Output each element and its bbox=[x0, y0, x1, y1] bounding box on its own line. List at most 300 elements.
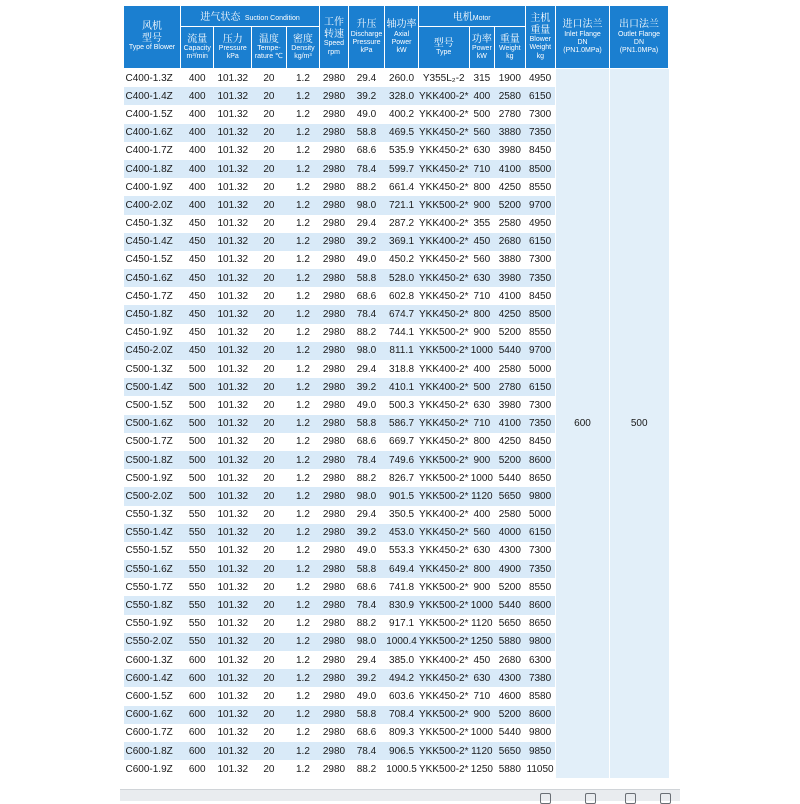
table-cell: 400 bbox=[180, 105, 214, 123]
table-cell: YKK400-2* bbox=[418, 651, 469, 669]
table-cell: 2780 bbox=[495, 378, 526, 396]
table-cell: 287.2 bbox=[385, 215, 419, 233]
table-cell: YKK500-2* bbox=[418, 760, 469, 778]
bottom-toolbar bbox=[120, 789, 680, 801]
table-cell: 1.2 bbox=[286, 633, 320, 651]
table-cell: 1.2 bbox=[286, 233, 320, 251]
table-cell: 58.8 bbox=[348, 560, 385, 578]
table-cell: 500 bbox=[469, 105, 494, 123]
table-cell: 1.2 bbox=[286, 578, 320, 596]
table-cell: 49.0 bbox=[348, 251, 385, 269]
table-cell: C600-1.7Z bbox=[124, 724, 181, 742]
table-cell: 800 bbox=[469, 178, 494, 196]
table-cell: 400 bbox=[180, 142, 214, 160]
table-cell: 400 bbox=[180, 87, 214, 105]
table-cell: 20 bbox=[252, 305, 287, 323]
table-cell: 88.2 bbox=[348, 469, 385, 487]
table-cell: 2980 bbox=[320, 724, 348, 742]
table-cell: 535.9 bbox=[385, 142, 419, 160]
table-cell: 9700 bbox=[525, 342, 556, 360]
table-cell: 7350 bbox=[525, 415, 556, 433]
table-cell: 78.4 bbox=[348, 160, 385, 178]
table-cell: YKK450-2* bbox=[418, 396, 469, 414]
header-density: 密度 Density kg/m³ bbox=[286, 27, 320, 69]
table-cell: 101.32 bbox=[214, 706, 252, 724]
table-cell: 901.5 bbox=[385, 487, 419, 505]
header-outlet-flange: 出口法兰 Outlet Flange DN (PN1.0MPa) bbox=[609, 6, 668, 69]
table-cell: 1.2 bbox=[286, 469, 320, 487]
table-cell: 5880 bbox=[495, 760, 526, 778]
table-cell: 830.9 bbox=[385, 596, 419, 614]
table-cell: 5200 bbox=[495, 196, 526, 214]
table-cell: 2980 bbox=[320, 596, 348, 614]
table-cell: 20 bbox=[252, 633, 287, 651]
table-cell: 500 bbox=[180, 433, 214, 451]
table-cell: 98.0 bbox=[348, 487, 385, 505]
table-cell: 101.32 bbox=[214, 560, 252, 578]
table-cell: 744.1 bbox=[385, 324, 419, 342]
table-cell: 630 bbox=[469, 269, 494, 287]
table-cell: YKK500-2* bbox=[418, 451, 469, 469]
table-cell: 2980 bbox=[320, 615, 348, 633]
table-cell: 101.32 bbox=[214, 69, 252, 88]
table-cell: C550-1.4Z bbox=[124, 524, 181, 542]
table-cell: 600 bbox=[180, 706, 214, 724]
table-cell: 450.2 bbox=[385, 251, 419, 269]
table-cell: C400-1.8Z bbox=[124, 160, 181, 178]
table-cell: 2980 bbox=[320, 433, 348, 451]
table-cell: 1250 bbox=[469, 633, 494, 651]
table-cell: 20 bbox=[252, 342, 287, 360]
table-cell: 600 bbox=[180, 760, 214, 778]
table-cell: 58.8 bbox=[348, 706, 385, 724]
table-cell: 2980 bbox=[320, 87, 348, 105]
table-cell: 1000.4 bbox=[385, 633, 419, 651]
table-cell: 1.2 bbox=[286, 415, 320, 433]
table-cell: 560 bbox=[469, 124, 494, 142]
table-cell: 809.3 bbox=[385, 724, 419, 742]
table-cell: 5200 bbox=[495, 451, 526, 469]
table-cell: 8650 bbox=[525, 615, 556, 633]
table-cell: 49.0 bbox=[348, 542, 385, 560]
table-cell: 2980 bbox=[320, 196, 348, 214]
table-cell: 20 bbox=[252, 560, 287, 578]
table-cell: 68.6 bbox=[348, 724, 385, 742]
table-cell: C400-1.9Z bbox=[124, 178, 181, 196]
table-cell: 674.7 bbox=[385, 305, 419, 323]
table-cell: YKK450-2* bbox=[418, 269, 469, 287]
table-cell: 20 bbox=[252, 160, 287, 178]
table-cell: YKK450-2* bbox=[418, 160, 469, 178]
table-cell: 800 bbox=[469, 305, 494, 323]
table-cell: 2580 bbox=[495, 87, 526, 105]
table-cell: C400-1.5Z bbox=[124, 105, 181, 123]
table-cell: 8650 bbox=[525, 469, 556, 487]
table-cell: C500-2.0Z bbox=[124, 487, 181, 505]
table-cell: 7350 bbox=[525, 269, 556, 287]
table-cell: 101.32 bbox=[214, 687, 252, 705]
table-cell: 1.2 bbox=[286, 506, 320, 524]
table-cell: 494.2 bbox=[385, 669, 419, 687]
table-cell: 2980 bbox=[320, 160, 348, 178]
table-cell: 2980 bbox=[320, 69, 348, 88]
table-cell: 39.2 bbox=[348, 669, 385, 687]
table-cell: 500 bbox=[180, 360, 214, 378]
table-cell: 1.2 bbox=[286, 760, 320, 778]
table-cell: 410.1 bbox=[385, 378, 419, 396]
table-cell: 101.32 bbox=[214, 269, 252, 287]
table-cell: C400-2.0Z bbox=[124, 196, 181, 214]
table-cell: 450 bbox=[180, 305, 214, 323]
table-cell: 3980 bbox=[495, 269, 526, 287]
zoom-icon[interactable] bbox=[540, 793, 551, 804]
table-cell: 2980 bbox=[320, 105, 348, 123]
table-cell: 7300 bbox=[525, 542, 556, 560]
table-cell: 20 bbox=[252, 451, 287, 469]
table-cell: 1.2 bbox=[286, 196, 320, 214]
table-cell: 7300 bbox=[525, 251, 556, 269]
table-cell: 8550 bbox=[525, 178, 556, 196]
table-cell: 2980 bbox=[320, 578, 348, 596]
table-cell: YKK400-2* bbox=[418, 378, 469, 396]
table-cell: 101.32 bbox=[214, 506, 252, 524]
table-cell: 2980 bbox=[320, 560, 348, 578]
inlet-flange-dn: 600 bbox=[556, 69, 610, 779]
table-cell: 20 bbox=[252, 215, 287, 233]
table-cell: 5200 bbox=[495, 324, 526, 342]
table-cell: 20 bbox=[252, 287, 287, 305]
page-icon[interactable] bbox=[585, 793, 596, 804]
table-cell: 550 bbox=[180, 578, 214, 596]
table-cell: 39.2 bbox=[348, 233, 385, 251]
table-cell: 2580 bbox=[495, 215, 526, 233]
table-cell: 88.2 bbox=[348, 615, 385, 633]
table-cell: 1.2 bbox=[286, 160, 320, 178]
table-cell: 9800 bbox=[525, 633, 556, 651]
table-cell: 900 bbox=[469, 451, 494, 469]
table-cell: 630 bbox=[469, 142, 494, 160]
table-cell: 500 bbox=[180, 487, 214, 505]
table-cell: 20 bbox=[252, 469, 287, 487]
table-cell: C600-1.9Z bbox=[124, 760, 181, 778]
table-cell: YKK500-2* bbox=[418, 196, 469, 214]
table-cell: 600 bbox=[180, 669, 214, 687]
table-cell: C600-1.8Z bbox=[124, 742, 181, 760]
table-cell: 101.32 bbox=[214, 724, 252, 742]
table-cell: 2980 bbox=[320, 687, 348, 705]
table-cell: 101.32 bbox=[214, 760, 252, 778]
table-cell: 68.6 bbox=[348, 287, 385, 305]
table-cell: 1.2 bbox=[286, 451, 320, 469]
table-cell: 20 bbox=[252, 760, 287, 778]
table-cell: 101.32 bbox=[214, 651, 252, 669]
table-cell: 5650 bbox=[495, 615, 526, 633]
table-cell: C500-1.4Z bbox=[124, 378, 181, 396]
table-cell: 800 bbox=[469, 560, 494, 578]
table-cell: 500 bbox=[180, 378, 214, 396]
table-cell: 500 bbox=[180, 396, 214, 414]
table-cell: YKK500-2* bbox=[418, 633, 469, 651]
table-cell: 4100 bbox=[495, 415, 526, 433]
table-cell: 630 bbox=[469, 396, 494, 414]
table-cell: C550-1.5Z bbox=[124, 542, 181, 560]
table-cell: 2980 bbox=[320, 633, 348, 651]
table-cell: 900 bbox=[469, 196, 494, 214]
table-row bbox=[124, 69, 669, 88]
table-cell: 1120 bbox=[469, 615, 494, 633]
table-cell: 20 bbox=[252, 506, 287, 524]
table-cell: 101.32 bbox=[214, 487, 252, 505]
header-blower-weight: 主机 重量 Blower Weight kg bbox=[525, 6, 556, 69]
table-cell: 500 bbox=[180, 451, 214, 469]
table-cell: 78.4 bbox=[348, 305, 385, 323]
table-cell: 101.32 bbox=[214, 215, 252, 233]
table-cell: 600 bbox=[180, 687, 214, 705]
table-cell: 49.0 bbox=[348, 396, 385, 414]
table-cell: 5200 bbox=[495, 578, 526, 596]
table-cell: C450-1.7Z bbox=[124, 287, 181, 305]
table-cell: 450 bbox=[180, 251, 214, 269]
table-cell: 8450 bbox=[525, 433, 556, 451]
table-cell: 101.32 bbox=[214, 742, 252, 760]
table-cell: 2980 bbox=[320, 469, 348, 487]
table-cell: 2980 bbox=[320, 251, 348, 269]
table-cell: 3880 bbox=[495, 124, 526, 142]
table-cell: 7300 bbox=[525, 396, 556, 414]
table-cell: 4950 bbox=[525, 215, 556, 233]
table-cell: YKK450-2* bbox=[418, 524, 469, 542]
table-cell: 68.6 bbox=[348, 578, 385, 596]
table-cell: 1.2 bbox=[286, 142, 320, 160]
table-cell: 101.32 bbox=[214, 105, 252, 123]
table-cell: 630 bbox=[469, 669, 494, 687]
table-cell: 315 bbox=[469, 69, 494, 88]
table-cell: 29.4 bbox=[348, 360, 385, 378]
table-cell: 2980 bbox=[320, 378, 348, 396]
table-cell: 4950 bbox=[525, 69, 556, 88]
table-cell: YKK500-2* bbox=[418, 324, 469, 342]
table-cell: 400 bbox=[469, 506, 494, 524]
table-cell: 550 bbox=[180, 633, 214, 651]
header-axial-power: 轴功率 Axial Power kW bbox=[385, 6, 419, 69]
table-cell: 5440 bbox=[495, 596, 526, 614]
table-cell: 20 bbox=[252, 542, 287, 560]
header-suction-condition: 进气状态 Suction Condition bbox=[180, 6, 319, 27]
table-cell: 29.4 bbox=[348, 215, 385, 233]
table-cell: 1.2 bbox=[286, 360, 320, 378]
table-cell: 400 bbox=[180, 124, 214, 142]
table-cell: 550 bbox=[180, 596, 214, 614]
table-cell: 1000 bbox=[469, 469, 494, 487]
header-motor: 电机Motor bbox=[418, 6, 525, 27]
table-cell: 20 bbox=[252, 396, 287, 414]
table-cell: YKK400-2* bbox=[418, 506, 469, 524]
table-cell: C550-1.3Z bbox=[124, 506, 181, 524]
table-cell: 4100 bbox=[495, 160, 526, 178]
table-cell: C500-1.8Z bbox=[124, 451, 181, 469]
table-cell: 78.4 bbox=[348, 451, 385, 469]
table-cell: 4250 bbox=[495, 433, 526, 451]
table-cell: 4250 bbox=[495, 305, 526, 323]
table-cell: 58.8 bbox=[348, 124, 385, 142]
table-cell: 800 bbox=[469, 433, 494, 451]
table-cell: 1000 bbox=[469, 342, 494, 360]
table-cell: 1.2 bbox=[286, 215, 320, 233]
table-cell: YKK500-2* bbox=[418, 615, 469, 633]
table-cell: 1.2 bbox=[286, 396, 320, 414]
table-cell: 78.4 bbox=[348, 596, 385, 614]
table-cell: 469.5 bbox=[385, 124, 419, 142]
table-cell: 1.2 bbox=[286, 487, 320, 505]
table-cell: 749.6 bbox=[385, 451, 419, 469]
table-cell: 101.32 bbox=[214, 524, 252, 542]
table-cell: 101.32 bbox=[214, 633, 252, 651]
table-cell: YKK500-2* bbox=[418, 578, 469, 596]
table-cell: 599.7 bbox=[385, 160, 419, 178]
table-cell: 2980 bbox=[320, 524, 348, 542]
view-icon[interactable] bbox=[660, 793, 671, 804]
table-cell: 1.2 bbox=[286, 87, 320, 105]
table-cell: 2980 bbox=[320, 124, 348, 142]
table-cell: 5200 bbox=[495, 706, 526, 724]
table-cell: 101.32 bbox=[214, 142, 252, 160]
table-cell: 4300 bbox=[495, 669, 526, 687]
table-cell: 20 bbox=[252, 233, 287, 251]
table-cell: 98.0 bbox=[348, 196, 385, 214]
table-cell: 811.1 bbox=[385, 342, 419, 360]
table-cell: 4250 bbox=[495, 178, 526, 196]
table-cell: 9850 bbox=[525, 742, 556, 760]
table-cell: 2580 bbox=[495, 506, 526, 524]
table-cell: 4600 bbox=[495, 687, 526, 705]
table-cell: 385.0 bbox=[385, 651, 419, 669]
table-cell: 318.8 bbox=[385, 360, 419, 378]
table-cell: 630 bbox=[469, 542, 494, 560]
table-cell: YKK450-2* bbox=[418, 178, 469, 196]
table-cell: 49.0 bbox=[348, 105, 385, 123]
table-cell: 101.32 bbox=[214, 196, 252, 214]
table-cell: 20 bbox=[252, 124, 287, 142]
table-cell: 2980 bbox=[320, 396, 348, 414]
table-cell: 20 bbox=[252, 742, 287, 760]
table-cell: C450-1.9Z bbox=[124, 324, 181, 342]
header-temperature: 温度 Tempe- rature ℃ bbox=[252, 27, 287, 69]
table-cell: 4000 bbox=[495, 524, 526, 542]
table-cell: C550-1.8Z bbox=[124, 596, 181, 614]
table-cell: 1.2 bbox=[286, 378, 320, 396]
table-cell: 1.2 bbox=[286, 542, 320, 560]
table-cell: YKK400-2* bbox=[418, 87, 469, 105]
table-cell: 500 bbox=[180, 469, 214, 487]
table-cell: 2980 bbox=[320, 269, 348, 287]
table-cell: 2980 bbox=[320, 142, 348, 160]
table-cell: 602.8 bbox=[385, 287, 419, 305]
table-cell: 20 bbox=[252, 142, 287, 160]
table-cell: 450 bbox=[180, 269, 214, 287]
table-cell: 3980 bbox=[495, 142, 526, 160]
table-cell: 500 bbox=[469, 378, 494, 396]
table-cell: 550 bbox=[180, 506, 214, 524]
table-cell: YKK500-2* bbox=[418, 469, 469, 487]
table-cell: 741.8 bbox=[385, 578, 419, 596]
table-cell: 2980 bbox=[320, 233, 348, 251]
table-cell: 101.32 bbox=[214, 360, 252, 378]
table-cell: 1.2 bbox=[286, 724, 320, 742]
table-cell: 88.2 bbox=[348, 324, 385, 342]
table-cell: YKK500-2* bbox=[418, 742, 469, 760]
table-cell: 450 bbox=[180, 342, 214, 360]
table-cell: 328.0 bbox=[385, 87, 419, 105]
table-cell: 101.32 bbox=[214, 305, 252, 323]
table-cell: 9800 bbox=[525, 724, 556, 742]
table-cell: C500-1.3Z bbox=[124, 360, 181, 378]
table-cell: 1.2 bbox=[286, 124, 320, 142]
header-motor-power: 功率 Power kW bbox=[469, 27, 494, 69]
table-cell: YKK450-2* bbox=[418, 542, 469, 560]
table-cell: 29.4 bbox=[348, 506, 385, 524]
table-cell: 20 bbox=[252, 487, 287, 505]
table-cell: 2980 bbox=[320, 287, 348, 305]
table-cell: 20 bbox=[252, 269, 287, 287]
table-cell: C500-1.5Z bbox=[124, 396, 181, 414]
table-cell: 1120 bbox=[469, 487, 494, 505]
table-cell: 20 bbox=[252, 651, 287, 669]
table-cell: C400-1.4Z bbox=[124, 87, 181, 105]
table-cell: 603.6 bbox=[385, 687, 419, 705]
table-cell: 58.8 bbox=[348, 269, 385, 287]
table-cell: 101.32 bbox=[214, 669, 252, 687]
table-cell: 1.2 bbox=[286, 269, 320, 287]
table-cell: 906.5 bbox=[385, 742, 419, 760]
table-cell: 20 bbox=[252, 578, 287, 596]
table-cell: YKK400-2* bbox=[418, 215, 469, 233]
table-cell: 2780 bbox=[495, 105, 526, 123]
table-cell: 101.32 bbox=[214, 396, 252, 414]
table-cell: 4300 bbox=[495, 542, 526, 560]
table-cell: 8550 bbox=[525, 324, 556, 342]
table-cell: C500-1.9Z bbox=[124, 469, 181, 487]
table-cell: 8550 bbox=[525, 578, 556, 596]
header-pressure: 压力 Pressure kPa bbox=[214, 27, 252, 69]
table-cell: 2680 bbox=[495, 651, 526, 669]
fullscreen-icon[interactable] bbox=[625, 793, 636, 804]
table-cell: 1.2 bbox=[286, 251, 320, 269]
table-cell: 20 bbox=[252, 706, 287, 724]
table-cell: C500-1.6Z bbox=[124, 415, 181, 433]
table-cell: 400.2 bbox=[385, 105, 419, 123]
table-cell: 101.32 bbox=[214, 160, 252, 178]
table-cell: YKK450-2* bbox=[418, 415, 469, 433]
table-cell: YKK450-2* bbox=[418, 687, 469, 705]
table-cell: 2980 bbox=[320, 669, 348, 687]
table-cell: 20 bbox=[252, 415, 287, 433]
table-cell: Y355L₂-2 bbox=[418, 69, 469, 88]
table-cell: 550 bbox=[180, 524, 214, 542]
table-cell: 1.2 bbox=[286, 287, 320, 305]
table-cell: 29.4 bbox=[348, 651, 385, 669]
table-cell: 7350 bbox=[525, 560, 556, 578]
table-cell: 8580 bbox=[525, 687, 556, 705]
table-cell: C400-1.6Z bbox=[124, 124, 181, 142]
table-cell: YKK500-2* bbox=[418, 706, 469, 724]
table-cell: 2980 bbox=[320, 760, 348, 778]
table-cell: 400 bbox=[180, 178, 214, 196]
table-cell: 550 bbox=[180, 560, 214, 578]
table-cell: 20 bbox=[252, 724, 287, 742]
header-motor-type: 型号 Type bbox=[418, 27, 469, 69]
table-cell: 369.1 bbox=[385, 233, 419, 251]
table-cell: YKK450-2* bbox=[418, 287, 469, 305]
